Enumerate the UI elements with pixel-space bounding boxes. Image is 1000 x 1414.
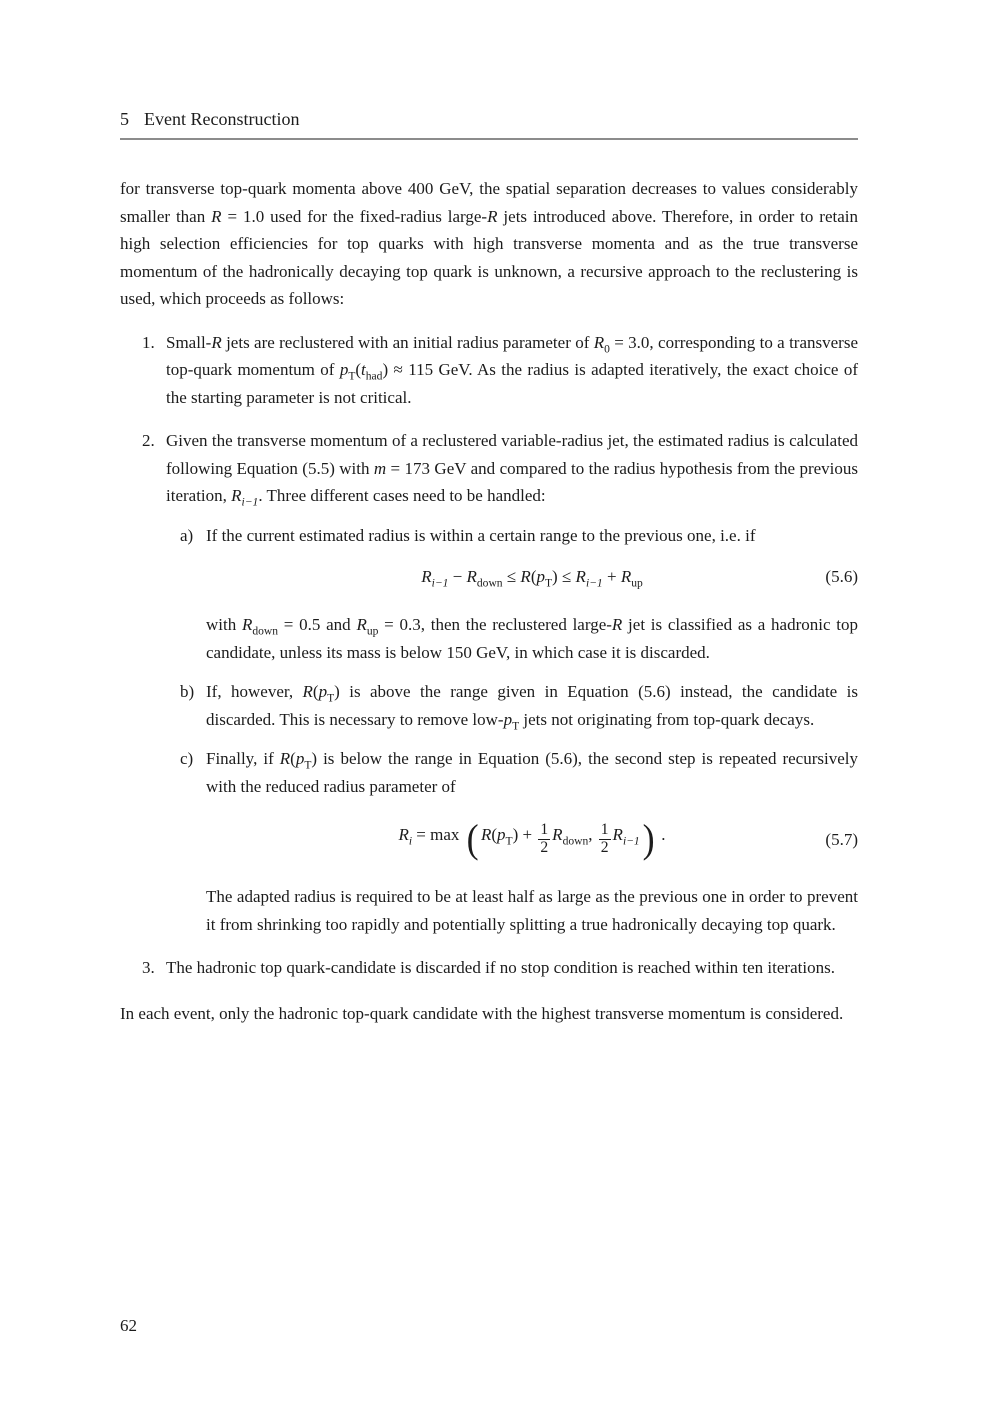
text-run: = 1.0 used for the fixed-radius large- [221, 206, 488, 226]
text-run: . Three different cases need to be handled: [258, 486, 546, 505]
math-subscript: i−1 [241, 495, 259, 509]
math-var: R [356, 615, 367, 635]
math-var: R [421, 567, 432, 586]
equation-5-6 [206, 566, 858, 590]
case-b [166, 678, 858, 733]
item-1-paragraph [166, 329, 858, 412]
math-subscript: 0 [604, 341, 610, 355]
equation-number: (5.7) [825, 829, 858, 849]
item-text [166, 427, 858, 938]
math-var: R [302, 682, 313, 702]
list-item-1 [120, 329, 858, 412]
text-run: with [206, 615, 242, 635]
math-operator: − [448, 567, 467, 586]
math-var: R [612, 824, 623, 844]
math-subscript: T [512, 719, 520, 733]
text-run: Small- [166, 332, 212, 352]
math-subscript: T [327, 691, 335, 705]
math-var: R [241, 615, 253, 635]
intro-paragraph [120, 175, 858, 313]
math-var: p [497, 824, 506, 844]
case-label: a) [180, 525, 194, 545]
case-a-intro [206, 522, 858, 550]
item-label: 2. [142, 431, 155, 450]
case-label: b) [180, 682, 195, 702]
math-subscript: down [476, 576, 503, 590]
case-c [166, 745, 858, 938]
math-subscript: i−1 [622, 834, 640, 848]
math-var: R [552, 824, 563, 844]
fraction-numerator: 1 [600, 821, 609, 839]
fraction-numerator: 1 [540, 821, 549, 839]
math-operator: ≤ [502, 567, 521, 586]
math-operator: , [588, 824, 597, 844]
math-var: p [339, 360, 349, 379]
text-run: = 3.0, corresponding to a transverse top-quark momentum of [166, 332, 858, 379]
item-text [166, 329, 858, 412]
math-var: R [575, 567, 586, 586]
text-run: ( [355, 360, 362, 379]
math-var: R [611, 615, 623, 635]
math-var: p [536, 567, 545, 586]
math-operator: ) ≤ [552, 567, 576, 586]
text-run: If the current estimated radius is within a certain range to the previous one, i.e. if [206, 525, 756, 545]
math-var: m [373, 458, 387, 478]
item-3-paragraph [166, 954, 858, 982]
math-subscript: T [348, 369, 356, 383]
text-run: The hadronic top quark-candidate is discarded if no stop condition is reached within ten iterations. [166, 958, 835, 978]
case-text [206, 678, 858, 733]
math-var: R [593, 332, 605, 352]
text-run: The adapted radius is required to be at least half as large as the previous one in order to prevent it from shrinking too rapidly and potentially splitting a true hadronically decaying top quark. [206, 887, 858, 934]
text-run: = 0.3, then the reclustered large- [378, 615, 612, 635]
math-var: R [487, 206, 498, 226]
math-subscript: T [544, 576, 553, 590]
math-subscript: T [505, 834, 513, 848]
case-b-paragraph [206, 678, 858, 733]
math-var: p [295, 749, 305, 769]
fraction [538, 822, 550, 857]
text-run: jets not originating from top-quark decays. [519, 709, 815, 729]
math-var: R [279, 749, 291, 769]
math-var: t [361, 360, 366, 379]
equation-number: (5.6) [825, 566, 858, 586]
text-run: jet is classified as a hadronic top candidate, unless its mass is below 150 GeV, in which case it is discarded. [206, 615, 858, 662]
math-paren: ( [491, 824, 498, 844]
chapter-title: Event Reconstruction [144, 109, 300, 129]
text-run: = 173 GeV and compared to the radius hypothesis from the previous iteration, [166, 458, 858, 505]
fraction-denominator: 2 [600, 839, 609, 857]
math-var: R [231, 486, 242, 505]
item-2-paragraph [166, 427, 858, 510]
math-var: R [398, 824, 409, 844]
math-subscript: down [252, 624, 279, 638]
math-operator: ) + [512, 824, 537, 844]
list-item-3 [120, 954, 858, 982]
closing-paragraph [120, 1000, 858, 1028]
equation-body [421, 567, 643, 590]
math-operator: = max [412, 824, 464, 844]
math-var: R [211, 332, 222, 352]
text-run: ) is below the range in Equation (5.6), the second step is repeated recursively with the reduced radius parameter of [206, 749, 859, 796]
text-run: for transverse top-quark momenta above 400 GeV, the spatial separation decreases to values considerably smaller than [120, 179, 858, 226]
case-text [206, 745, 858, 938]
text-run: = 0.5 and [278, 615, 357, 635]
text-run: In each event, only the hadronic top-quark candidate with the highest transverse momentum is considered. [120, 1003, 844, 1023]
page-body [120, 175, 858, 1027]
page-number: 62 [120, 1316, 137, 1335]
math-var: R [466, 567, 477, 586]
text-run: ) is above the range given in Equation (5.6) instead, the candidate is discarded. This is necessary to remove low- [206, 682, 858, 729]
math-var: R [480, 824, 492, 844]
math-paren: ( [290, 749, 296, 769]
math-paren: ( [312, 682, 319, 702]
math-subscript: down [562, 834, 589, 848]
math-var: p [318, 682, 328, 702]
text-run: ) ≈ 115 GeV. As the radius is adapted iteratively, the exact choice of the starting parameter is not critical. [166, 360, 858, 407]
math-paren: ( [530, 567, 537, 586]
math-subscript: up [631, 576, 643, 590]
equation-body: $R_i = \max$ ( $R(p_T)$ + $\frac{1}{2}$ $R_{down}$, $\frac{1}{2}$ $R_{i-1}$) . [398, 815, 666, 861]
item-text [166, 954, 858, 982]
math-var: p [503, 709, 513, 729]
item-label: 3. [142, 958, 155, 978]
chapter-number: 5 [120, 109, 129, 129]
equation-5-7 [206, 814, 858, 865]
item-label: 1. [142, 332, 155, 352]
math-var: R [520, 567, 531, 586]
chapter-header [120, 109, 858, 140]
math-var: R [620, 567, 632, 586]
math-subscript: had [365, 369, 383, 383]
text-run: jets are reclustered with an initial radius parameter of [221, 332, 594, 352]
case-a [166, 522, 858, 667]
text-run: If, however, [206, 682, 303, 702]
list-item-2 [120, 427, 858, 938]
case-c-intro [206, 745, 858, 800]
case-c-after [206, 883, 858, 938]
fraction-denominator: 2 [540, 839, 549, 857]
fraction [599, 822, 611, 857]
math-operator: + [602, 567, 621, 586]
math-subscript: up [366, 624, 379, 638]
math-subscript: T [304, 758, 312, 772]
case-a-after [206, 611, 858, 666]
text-run: Given the transverse momentum of a reclustered variable-radius jet, the estimated radius is calculated following Equation (5.5) with [166, 431, 858, 478]
text-run: jets introduced above. Therefore, in order to retain high selection efficiencies for top quarks with high transverse momenta and as the true transverse momentum of the hadronically decaying top quark is unknown, a recursive approach to the reclustering is used, which proceeds as follows: [120, 206, 859, 308]
text-run: Finally, if [206, 749, 280, 769]
math-var: R [211, 206, 222, 226]
case-text [206, 522, 858, 667]
math-subscript: i−1 [431, 576, 449, 590]
math-subscript: i [408, 834, 413, 848]
math-subscript: i−1 [585, 576, 603, 590]
math-operator: . [657, 824, 666, 844]
case-label: c) [180, 749, 194, 769]
